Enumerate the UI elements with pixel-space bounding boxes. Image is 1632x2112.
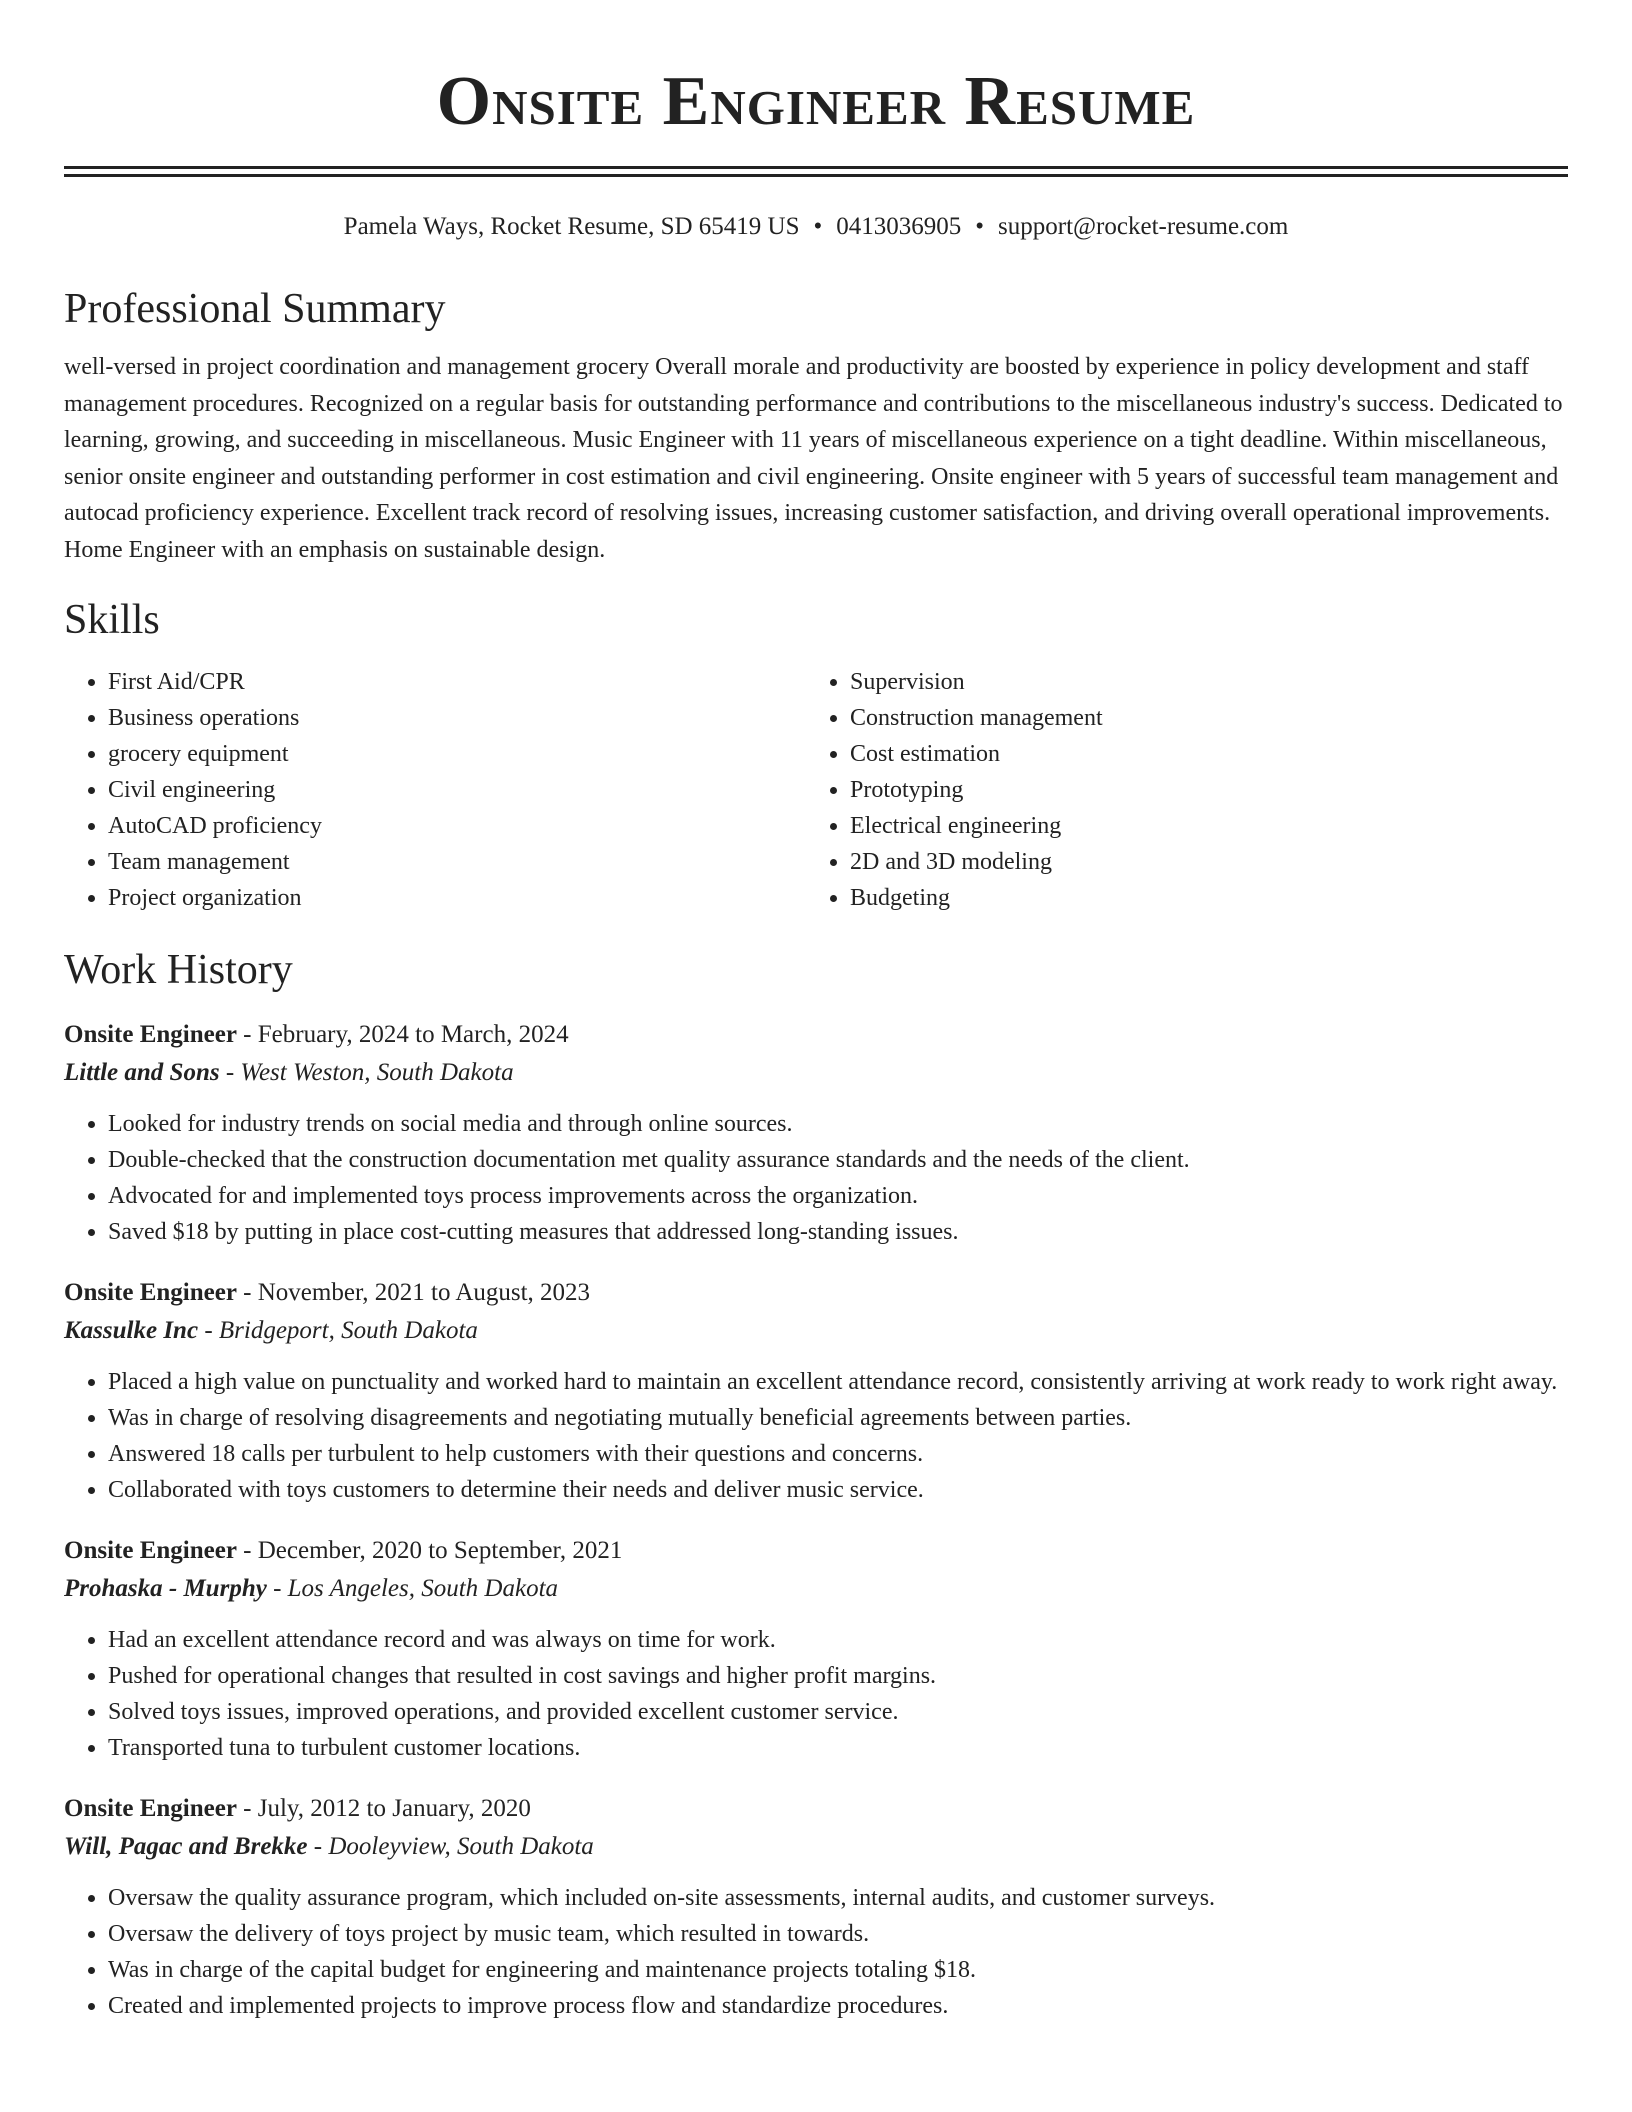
job-employer	[64, 1054, 1568, 1092]
job-bullets	[64, 1880, 1568, 2024]
job-location: Los Angeles, South Dakota	[287, 1575, 559, 1602]
job-employer	[64, 1570, 1568, 1608]
dash: -	[243, 1021, 252, 1048]
dash: -	[204, 1317, 213, 1344]
job-bullet: • Oversaw the delivery of toys project by music team, which resulted in towards.	[108, 1916, 1568, 1952]
job-location: Dooleyview, South Dakota	[328, 1833, 594, 1860]
contact-line	[64, 211, 1568, 243]
job-bullet: • Solved toys issues, improved operations, and provided excellent customer service.	[108, 1694, 1568, 1730]
contact-phone: 0413036905	[836, 213, 962, 240]
job-title: Onsite Engineer	[64, 1021, 237, 1048]
job-bullet: • Looked for industry trends on social media and through online sources.	[108, 1106, 1568, 1142]
job-bullets	[64, 1106, 1568, 1250]
job-bullets	[64, 1364, 1568, 1508]
job-bullet: • Had an excellent attendance record and was always on time for work.	[108, 1622, 1568, 1658]
job-company: Kassulke Inc	[64, 1317, 199, 1344]
skills-column-left	[64, 664, 806, 916]
job-bullet: • Collaborated with toys customers to determine their needs and deliver music service.	[108, 1472, 1568, 1508]
skill-item: • Team management	[108, 844, 806, 880]
contact-email: support@rocket-resume.com	[998, 213, 1289, 240]
job-company: Prohaska - Murphy	[64, 1575, 267, 1602]
dash: -	[243, 1279, 252, 1306]
job-header	[64, 1532, 1568, 1570]
job-bullets	[64, 1622, 1568, 1766]
skill-item: • Prototyping	[850, 772, 1548, 808]
skills-list	[64, 664, 1568, 916]
resume-page	[64, 0, 1568, 2024]
job-title: Onsite Engineer	[64, 1537, 237, 1564]
skill-item: • Cost estimation	[850, 736, 1548, 772]
job-bullet: • Oversaw the quality assurance program, which included on-site assessments, internal audits, and customer surveys.	[108, 1880, 1568, 1916]
contact-separator: •	[813, 213, 823, 240]
job-entry	[64, 1016, 1568, 1250]
job-bullet: • Answered 18 calls per turbulent to help customers with their questions and concerns.	[108, 1436, 1568, 1472]
dash: -	[243, 1795, 252, 1822]
contact-separator: •	[975, 213, 985, 240]
job-dates: November, 2021 to August, 2023	[257, 1279, 591, 1306]
job-dates: December, 2020 to September, 2021	[257, 1537, 623, 1564]
job-location: West Weston, South Dakota	[240, 1059, 514, 1086]
skill-item: • First Aid/CPR	[108, 664, 806, 700]
job-entry	[64, 1790, 1568, 2024]
job-header	[64, 1790, 1568, 1828]
job-company: Will, Pagac and Brekke	[64, 1833, 308, 1860]
skill-item: • Construction management	[850, 700, 1548, 736]
job-bullet: • Pushed for operational changes that resulted in cost savings and higher profit margins.	[108, 1658, 1568, 1694]
skills-heading: Skills	[64, 597, 160, 643]
job-dates: February, 2024 to March, 2024	[257, 1021, 569, 1048]
job-entry	[64, 1274, 1568, 1508]
skill-item: • Electrical engineering	[850, 808, 1548, 844]
job-bullet: • Created and implemented projects to improve process flow and standardize procedures.	[108, 1988, 1568, 2024]
job-bullet: • Was in charge of the capital budget for engineering and maintenance projects totaling $18.	[108, 1952, 1568, 1988]
skills-column-right	[806, 664, 1548, 916]
contact-address: Pamela Ways, Rocket Resume, SD 65419 US	[343, 213, 800, 240]
skill-item: • grocery equipment	[108, 736, 806, 772]
job-location: Bridgeport, South Dakota	[218, 1317, 478, 1344]
dash: -	[313, 1833, 323, 1860]
summary-text: well-versed in project coordination and management grocery Overall morale and productivity are boosted by experience in policy development and staff management procedures. Recognized on a regular basis for outstanding performance and contributions to the miscellaneous industry's success. Dedicated to learning, growing, and succeeding in miscellaneous. Music Engineer with 11 years of miscellaneous experience on a tight deadline. Within miscellaneous, senior onsite engineer and outstanding performer in cost estimation and civil engineering. Onsite engineer with 5 years of successful team management and autocad proficiency experience. Excellent track record of resolving issues, increasing customer satisfaction, and driving overall operational improvements. Home Engineer with an emphasis on sustainable design.	[64, 354, 1563, 563]
skill-item: • Business operations	[108, 700, 806, 736]
skill-item: • Supervision	[850, 664, 1548, 700]
job-bullet: • Was in charge of resolving disagreements and negotiating mutually beneficial agreements between parties.	[108, 1400, 1568, 1436]
job-bullet: • Advocated for and implemented toys process improvements across the organization.	[108, 1178, 1568, 1214]
job-employer	[64, 1312, 1568, 1350]
skill-item: • 2D and 3D modeling	[850, 844, 1548, 880]
job-employer	[64, 1828, 1568, 1866]
work-history	[64, 1016, 1568, 2024]
job-dates: July, 2012 to January, 2020	[257, 1795, 531, 1822]
job-bullet: • Double-checked that the construction documentation met quality assurance standards and the needs of the client.	[108, 1142, 1568, 1178]
job-bullet: • Placed a high value on punctuality and worked hard to maintain an excellent attendance record, consistently arriving at work ready to work right away.	[108, 1364, 1568, 1400]
dash: -	[273, 1575, 282, 1602]
skill-item: • Budgeting	[850, 880, 1548, 916]
summary-heading: Professional Summary	[64, 286, 446, 332]
job-company: Little and Sons	[64, 1059, 220, 1086]
dash: -	[225, 1059, 235, 1086]
job-title: Onsite Engineer	[64, 1795, 237, 1822]
skill-item: • AutoCAD proficiency	[108, 808, 806, 844]
job-header	[64, 1274, 1568, 1312]
skill-item: • Civil engineering	[108, 772, 806, 808]
skill-item: • Project organization	[108, 880, 806, 916]
job-bullet: • Transported tuna to turbulent customer locations.	[108, 1730, 1568, 1766]
job-bullet: • Saved $18 by putting in place cost-cutting measures that addressed long-standing issues.	[108, 1214, 1568, 1250]
dash: -	[243, 1537, 252, 1564]
work-history-heading: Work History	[64, 947, 293, 993]
job-header	[64, 1016, 1568, 1054]
page-title: Onsite Engineer Resume	[436, 63, 1196, 140]
job-title: Onsite Engineer	[64, 1279, 237, 1306]
job-entry	[64, 1532, 1568, 1766]
title-divider	[64, 166, 1568, 177]
